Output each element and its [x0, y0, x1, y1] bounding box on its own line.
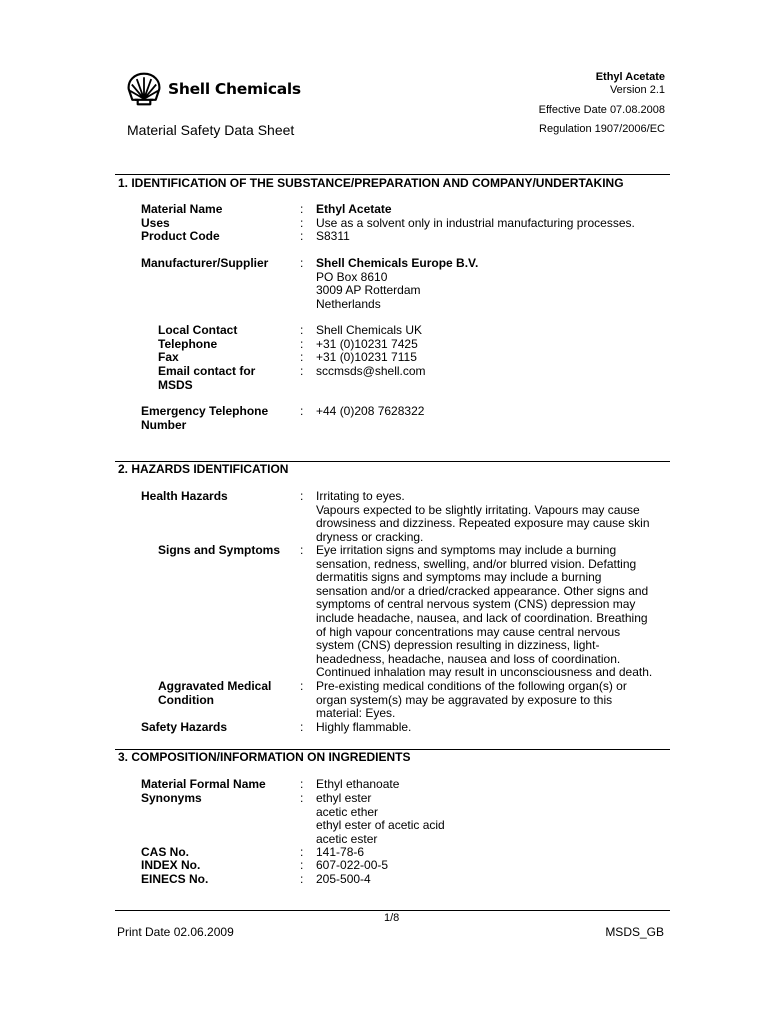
field-label: Material Name	[141, 202, 223, 216]
field-colon: :	[300, 679, 304, 693]
field-colon: :	[300, 777, 304, 791]
field-value: 141-78-6	[316, 845, 365, 859]
section-2-title: 2. HAZARDS IDENTIFICATION	[118, 462, 289, 476]
value-line: Vapours expected to be slightly irritating. Vapours may cause	[316, 502, 640, 517]
field-label: Product Code	[141, 229, 220, 243]
field-value: Ethyl ethanoate	[316, 777, 400, 791]
value-line: dryness or cracking.	[316, 529, 424, 544]
field-label: Health Hazards	[141, 489, 228, 503]
value-line: include headache, nausea, and lack of coordination. Breathing	[316, 610, 648, 625]
page-number: 1/8	[384, 912, 400, 924]
field-label: INDEX No.	[141, 858, 201, 872]
field-value: 607-022-00-5	[316, 858, 389, 872]
value-line: symptoms of central nervous system (CNS) depression may	[316, 597, 636, 612]
field-label: Telephone	[158, 337, 218, 351]
effective-date: Effective Date 07.08.2008	[538, 104, 665, 116]
field-value	[316, 544, 656, 680]
field-colon: :	[300, 872, 304, 886]
brand-name: Shell Chemicals	[168, 80, 301, 98]
value-line: PO Box 8610	[316, 269, 388, 284]
field-colon: :	[300, 720, 304, 734]
field-colon: :	[300, 256, 304, 270]
value-line: Irritating to eyes.	[316, 489, 405, 503]
field-value: +44 (0)208 7628322	[316, 404, 425, 418]
value-line: dermatitis signs and symptoms may include a burning	[316, 570, 602, 585]
field-colon: :	[300, 404, 304, 418]
version: Version 2.1	[609, 84, 665, 96]
field-colon: :	[300, 350, 304, 364]
label-line: Number	[141, 417, 187, 432]
field-label: EINECS No.	[141, 872, 209, 886]
shell-pecten-icon	[126, 71, 162, 107]
footer-divider	[115, 910, 670, 911]
field-value: +31 (0)10231 7425	[316, 337, 418, 351]
field-label: Material Formal Name	[141, 777, 266, 791]
value-line: ethyl ester of acetic acid	[316, 818, 445, 833]
value-line: sensation and/or a dried/cracked appearance. Other signs and	[316, 583, 649, 598]
label-line: Aggravated Medical	[158, 679, 272, 693]
field-label: Fax	[158, 350, 179, 364]
field-colon: :	[300, 543, 304, 557]
field-colon: :	[300, 323, 304, 337]
field-label: CAS No.	[141, 845, 189, 859]
field-colon: :	[300, 364, 304, 378]
field-value	[316, 792, 656, 846]
section-divider	[115, 174, 670, 175]
document-title: Material Safety Data Sheet	[127, 122, 295, 138]
value-line: Continued inhalation may result in unconsciousness and death.	[316, 665, 653, 680]
field-label	[141, 405, 291, 432]
field-colon: :	[300, 216, 304, 230]
field-value: Use as a solvent only in industrial manufacturing processes.	[316, 216, 635, 230]
document-code: MSDS_GB	[605, 925, 664, 939]
field-value: +31 (0)10231 7115	[316, 350, 417, 364]
field-label: Synonyms	[141, 791, 202, 805]
value-line: headedness, headache, nausea and loss of coordination.	[316, 651, 621, 666]
value-line: 3009 AP Rotterdam	[316, 283, 421, 298]
value-line: ethyl ester	[316, 791, 372, 805]
value-line: Shell Chemicals Europe B.V.	[316, 256, 479, 270]
label-line: Condition	[158, 692, 214, 707]
field-value: S8311	[316, 229, 350, 243]
product-name: Ethyl Acetate	[595, 71, 665, 83]
field-value: 205-500-4	[316, 872, 371, 886]
field-value: Highly flammable.	[316, 720, 412, 734]
field-colon: :	[300, 845, 304, 859]
value-line: acetic ester	[316, 831, 378, 846]
field-label: Local Contact	[158, 323, 238, 337]
value-line: Eye irritation signs and symptoms may include a burning	[316, 543, 617, 557]
field-colon: :	[300, 229, 304, 243]
field-value	[316, 257, 656, 311]
field-label	[158, 365, 288, 392]
field-label: Safety Hazards	[141, 720, 228, 734]
label-line: MSDS	[158, 377, 193, 392]
label-line: Emergency Telephone	[141, 404, 269, 418]
field-label: Uses	[141, 216, 170, 230]
field-value: Ethyl Acetate	[316, 202, 392, 216]
field-colon: :	[300, 337, 304, 351]
value-line: material: Eyes.	[316, 706, 396, 721]
print-date: Print Date 02.06.2009	[117, 925, 234, 939]
section-3-title: 3. COMPOSITION/INFORMATION ON INGREDIENTS	[118, 750, 411, 764]
field-value	[316, 680, 656, 721]
value-line: Pre-existing medical conditions of the following organ(s) or	[316, 679, 627, 693]
regulation: Regulation 1907/2006/EC	[539, 123, 665, 135]
value-line: acetic ether	[316, 804, 379, 819]
field-value	[316, 490, 656, 544]
section-1-title: 1. IDENTIFICATION OF THE SUBSTANCE/PREPARATION AND COMPANY/UNDERTAKING	[118, 176, 624, 190]
field-colon: :	[300, 791, 304, 805]
value-line: Netherlands	[316, 296, 381, 311]
field-value: Shell Chemicals UK	[316, 323, 423, 337]
field-label: Signs and Symptoms	[158, 543, 281, 557]
field-colon: :	[300, 489, 304, 503]
value-line: drowsiness and dizziness. Repeated exposure may cause skin	[316, 516, 650, 531]
value-line: of high vapour concentrations may cause central nervous	[316, 624, 621, 639]
value-line: system (CNS) depression resulting in dizziness, light-	[316, 638, 600, 653]
field-label	[158, 680, 288, 707]
field-colon: :	[300, 202, 304, 216]
value-line: sensation, redness, swelling, and/or blurred vision. Defatting	[316, 556, 637, 571]
shell-logo	[126, 71, 301, 107]
label-line: Email contact for	[158, 364, 256, 378]
field-colon: :	[300, 858, 304, 872]
value-line: organ system(s) may be aggravated by exposure to this	[316, 692, 613, 707]
field-label: Manufacturer/Supplier	[141, 256, 269, 270]
field-value: sccmsds@shell.com	[316, 364, 426, 378]
